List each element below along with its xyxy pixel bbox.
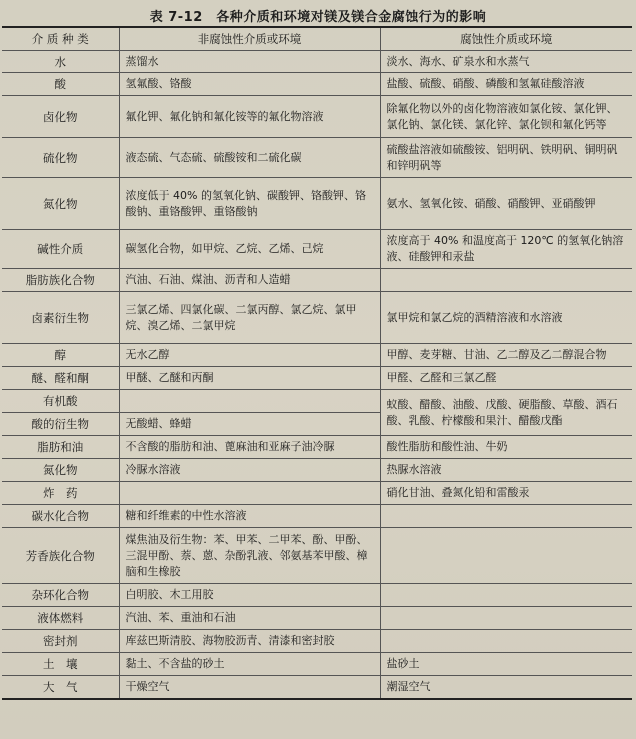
medium-cell: 硫化物 xyxy=(2,138,119,178)
non-corrosive-cell: 三氯乙烯、四氯化碳、二氯丙醇、氯乙烷、氯甲烷、溴乙烯、二氯甲烷 xyxy=(119,292,380,344)
table-row xyxy=(2,607,632,630)
table-row xyxy=(2,73,632,96)
non-corrosive-cell xyxy=(119,390,380,413)
corrosive-cell xyxy=(380,584,632,607)
corrosive-cell: 酸性脂肪和酸性油、牛奶 xyxy=(380,436,632,459)
non-corrosive-cell: 糖和纤维素的中性水溶液 xyxy=(119,505,380,528)
medium-cell: 大 气 xyxy=(2,676,119,699)
non-corrosive-cell: 白明胶、木工用胶 xyxy=(119,584,380,607)
non-corrosive-cell: 氟化钾、氟化钠和氟化铵等的氟化物溶液 xyxy=(119,96,380,138)
medium-cell: 卤化物 xyxy=(2,96,119,138)
corrosive-cell: 硝化甘油、叠氮化铅和雷酸汞 xyxy=(380,482,632,505)
corrosive-cell: 除氟化物以外的卤化物溶液如氯化铵、氯化钾、氯化钠、氯化镁、氯化锌、氯化钡和氟化钙等 xyxy=(380,96,632,138)
non-corrosive-cell xyxy=(119,482,380,505)
non-corrosive-cell: 黏土、不含盐的砂土 xyxy=(119,653,380,676)
medium-cell: 醇 xyxy=(2,344,119,367)
non-corrosive-cell: 碳氢化合物，如甲烷、乙烷、乙烯、己烷 xyxy=(119,230,380,269)
table-header-row xyxy=(2,27,632,51)
medium-cell: 液体燃料 xyxy=(2,607,119,630)
table-row xyxy=(2,344,632,367)
corrosive-cell: 浓度高于 40% 和温度高于 120℃ 的氢氧化钠溶液、硅酸钾和汞盐 xyxy=(380,230,632,269)
table-row xyxy=(2,138,632,178)
table-row xyxy=(2,630,632,653)
table-row xyxy=(2,230,632,269)
header-non-corrosive: 非腐蚀性介质或环境 xyxy=(119,27,380,51)
corrosive-cell xyxy=(380,269,632,292)
non-corrosive-cell: 浓度低于 40% 的氢氧化钠、碳酸钾、铬酸钾、铬酸钠、重铬酸钾、重铬酸钠 xyxy=(119,178,380,230)
table-title: 表 7-12 各种介质和环境对镁及镁合金腐蚀行为的影响 xyxy=(149,10,487,25)
medium-cell: 芳香族化合物 xyxy=(2,528,119,584)
table-row xyxy=(2,528,632,584)
medium-cell: 酸的衍生物 xyxy=(2,413,119,436)
medium-cell: 密封剂 xyxy=(2,630,119,653)
medium-cell: 杂环化合物 xyxy=(2,584,119,607)
table-row xyxy=(2,653,632,676)
medium-cell: 氮化物 xyxy=(2,459,119,482)
corrosive-cell xyxy=(380,607,632,630)
table-row xyxy=(2,367,632,390)
medium-cell: 有机酸 xyxy=(2,390,119,413)
non-corrosive-cell: 干燥空气 xyxy=(119,676,380,699)
medium-cell: 碳水化合物 xyxy=(2,505,119,528)
non-corrosive-cell: 冷脲水溶液 xyxy=(119,459,380,482)
corrosive-cell: 潮湿空气 xyxy=(380,676,632,699)
corrosive-cell xyxy=(380,528,632,584)
medium-cell: 醚、醛和酮 xyxy=(2,367,119,390)
table-row xyxy=(2,96,632,138)
non-corrosive-cell: 无酸蜡、蜂蜡 xyxy=(119,413,380,436)
non-corrosive-cell: 蒸馏水 xyxy=(119,51,380,73)
header-medium-type: 介 质 种 类 xyxy=(2,27,119,51)
corrosive-cell: 盐酸、硫酸、硝酸、磷酸和氢氟硅酸溶液 xyxy=(380,73,632,96)
table-row xyxy=(2,436,632,459)
non-corrosive-cell: 液态硫、气态硫、硫酸铵和二硫化碳 xyxy=(119,138,380,178)
non-corrosive-cell: 汽油、苯、重油和石油 xyxy=(119,607,380,630)
table-row xyxy=(2,292,632,344)
table-row xyxy=(2,505,632,528)
medium-cell: 卤素衍生物 xyxy=(2,292,119,344)
table-row xyxy=(2,51,632,73)
medium-cell: 酸 xyxy=(2,73,119,96)
medium-cell: 炸 药 xyxy=(2,482,119,505)
table-row xyxy=(2,390,632,413)
table-row xyxy=(2,676,632,699)
corrosive-cell: 氯甲烷和氯乙烷的酒精溶液和水溶液 xyxy=(380,292,632,344)
corrosive-cell: 蚁酸、醋酸、油酸、戊酸、硬脂酸、草酸、酒石酸、乳酸、柠檬酸和果汁、醋酸戊酯 xyxy=(380,390,632,436)
non-corrosive-cell: 煤焦油及衍生物：苯、甲苯、二甲苯、酚、甲酚、三混甲酚、萘、蒽、杂酚乳液、邻氨基苯甲酸、樟脑和生橡胶 xyxy=(119,528,380,584)
medium-cell: 脂肪族化合物 xyxy=(2,269,119,292)
non-corrosive-cell: 汽油、石油、煤油、沥青和人造蜡 xyxy=(119,269,380,292)
table-row xyxy=(2,178,632,230)
non-corrosive-cell: 甲醚、乙醚和丙酮 xyxy=(119,367,380,390)
corrosive-cell: 热脲水溶液 xyxy=(380,459,632,482)
non-corrosive-cell: 氢氟酸、铬酸 xyxy=(119,73,380,96)
non-corrosive-cell: 无水乙醇 xyxy=(119,344,380,367)
table-row xyxy=(2,482,632,505)
table-row xyxy=(2,584,632,607)
corrosive-cell: 甲醛、乙醛和三氯乙醛 xyxy=(380,367,632,390)
corrosive-cell xyxy=(380,630,632,653)
medium-cell: 土 壤 xyxy=(2,653,119,676)
table-row xyxy=(2,269,632,292)
non-corrosive-cell: 库兹巴斯清胶、海物胶沥青、清漆和密封胶 xyxy=(119,630,380,653)
corrosive-cell: 甲醇、麦芽糖、甘油、乙二醇及乙二醇混合物 xyxy=(380,344,632,367)
corrosive-cell xyxy=(380,505,632,528)
corrosive-cell: 淡水、海水、矿泉水和水蒸气 xyxy=(380,51,632,73)
corrosion-table xyxy=(2,26,632,700)
non-corrosive-cell: 不含酸的脂肪和油、蓖麻油和亚麻子油冷脲 xyxy=(119,436,380,459)
header-corrosive: 腐蚀性介质或环境 xyxy=(380,27,632,51)
table-row xyxy=(2,459,632,482)
medium-cell: 水 xyxy=(2,51,119,73)
corrosive-cell: 氨水、氢氧化铵、硝酸、硝酸钾、亚硝酸钾 xyxy=(380,178,632,230)
corrosive-cell: 硫酸盐溶液如硫酸铵、铝明矾、铁明矾、铜明矾和锌明矾等 xyxy=(380,138,632,178)
medium-cell: 脂肪和油 xyxy=(2,436,119,459)
corrosive-cell: 盐砂土 xyxy=(380,653,632,676)
medium-cell: 氮化物 xyxy=(2,178,119,230)
medium-cell: 碱性介质 xyxy=(2,230,119,269)
